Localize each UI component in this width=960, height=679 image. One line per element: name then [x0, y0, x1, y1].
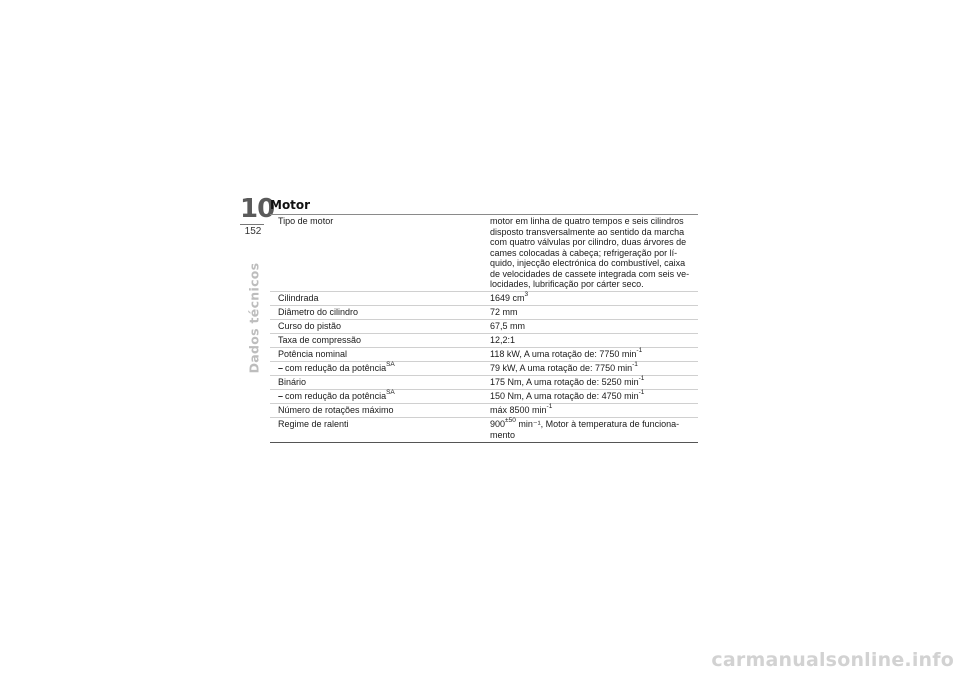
spec-label-cell	[270, 306, 488, 320]
spec-value: 900	[490, 419, 506, 429]
spec-label-cell	[270, 418, 488, 443]
spec-table-body	[270, 215, 698, 443]
spec-label-cell	[270, 376, 488, 390]
spec-value-sup: -1	[638, 375, 645, 382]
spec-value-cell	[488, 376, 698, 390]
spec-value-sup: 3	[524, 291, 529, 298]
spec-value: 79 kW, A uma rotação de: 7750 min	[490, 363, 633, 373]
spec-value-cell	[488, 306, 698, 320]
spec-value: máx 8500 min	[490, 405, 547, 415]
spec-label: Diâmetro do cilindro	[278, 307, 359, 317]
spec-label: Regime de ralenti	[278, 419, 349, 429]
section-title: Motor	[270, 198, 311, 212]
spec-label-cell	[270, 334, 488, 348]
table-row	[270, 306, 698, 320]
spec-label-cell	[270, 404, 488, 418]
spec-label: Tipo de motor	[278, 216, 334, 226]
table-row	[270, 418, 698, 443]
spec-value-cell	[488, 215, 698, 292]
spec-value-cell	[488, 320, 698, 334]
spec-value-sup: -1	[632, 361, 638, 368]
table-row	[270, 376, 698, 390]
table-row	[270, 334, 698, 348]
spec-label: Cilindrada	[278, 293, 319, 303]
spec-value-cell	[488, 292, 698, 306]
page-number: 152	[244, 226, 262, 237]
chapter-divider	[240, 224, 264, 225]
spec-label: com redução da potência	[285, 391, 387, 401]
spec-value-cell	[488, 348, 698, 362]
table-row	[270, 320, 698, 334]
spec-label: Número de rotações máximo	[278, 405, 394, 415]
table-row	[270, 348, 698, 362]
table-row	[270, 390, 698, 404]
spec-value: 67,5 mm	[490, 321, 526, 331]
dash-icon: –	[278, 363, 284, 373]
spec-value: 118 kW, A uma rotação de: 7750 min	[490, 349, 637, 359]
spec-value: 175 Nm, A uma rotação de: 5250 min	[490, 377, 639, 387]
spec-value-sup: -1	[636, 347, 643, 354]
spec-value-cell	[488, 362, 698, 376]
spec-value-cell	[488, 390, 698, 404]
spec-value: motor em linha de quatro tempos e seis cilindros disposto transversalmente ao sentido da marcha com quatro válvulas por cilindro, duas árvores de cames colocadas à cabeça; refrigeração por lí- quido, injecção electrónica do combustível, caixa de velocidades de cassete integrada com seis ve- locidades, lubrificação por cárter seco.	[490, 216, 690, 289]
spec-value-sup: ±50	[505, 417, 516, 424]
spec-label-cell	[270, 362, 488, 376]
spec-value-cell	[488, 334, 698, 348]
spec-value-sup: -1	[546, 403, 553, 410]
spec-label: Curso do pistão	[278, 321, 342, 331]
spec-value-cell	[488, 418, 698, 443]
dash-icon: –	[278, 391, 284, 401]
table-row	[270, 404, 698, 418]
spec-label-cell	[270, 292, 488, 306]
spec-label: Taxa de compressão	[278, 335, 362, 345]
spec-value: 12,2:1	[490, 335, 516, 345]
table-row	[270, 362, 698, 376]
spec-label: Binário	[278, 377, 307, 387]
spec-label-sup: SA	[386, 361, 395, 368]
spec-value-cell	[488, 404, 698, 418]
spec-value: 150 Nm, A uma rotação de: 4750 min	[490, 391, 639, 401]
chapter-number: 10	[240, 194, 275, 224]
spec-label-cell	[270, 215, 488, 292]
spec-label-cell	[270, 348, 488, 362]
spec-label-cell	[270, 320, 488, 334]
table-row	[270, 292, 698, 306]
spec-table	[270, 214, 698, 443]
spec-label-sup: SA	[386, 389, 395, 396]
table-row	[270, 215, 698, 292]
spec-value-after: min⁻¹, Motor à temperatura de funciona- mento	[490, 419, 680, 440]
spec-label-cell	[270, 390, 488, 404]
spec-label: Potência nominal	[278, 349, 348, 359]
spec-value: 72 mm	[490, 307, 518, 317]
spec-value: 1649 cm	[490, 293, 525, 303]
side-chapter-title: Dados técnicos	[246, 262, 262, 374]
spec-value-sup: -1	[638, 389, 645, 396]
spec-label: com redução da potência	[285, 363, 387, 373]
watermark: carmanualsonline.info	[711, 649, 954, 671]
